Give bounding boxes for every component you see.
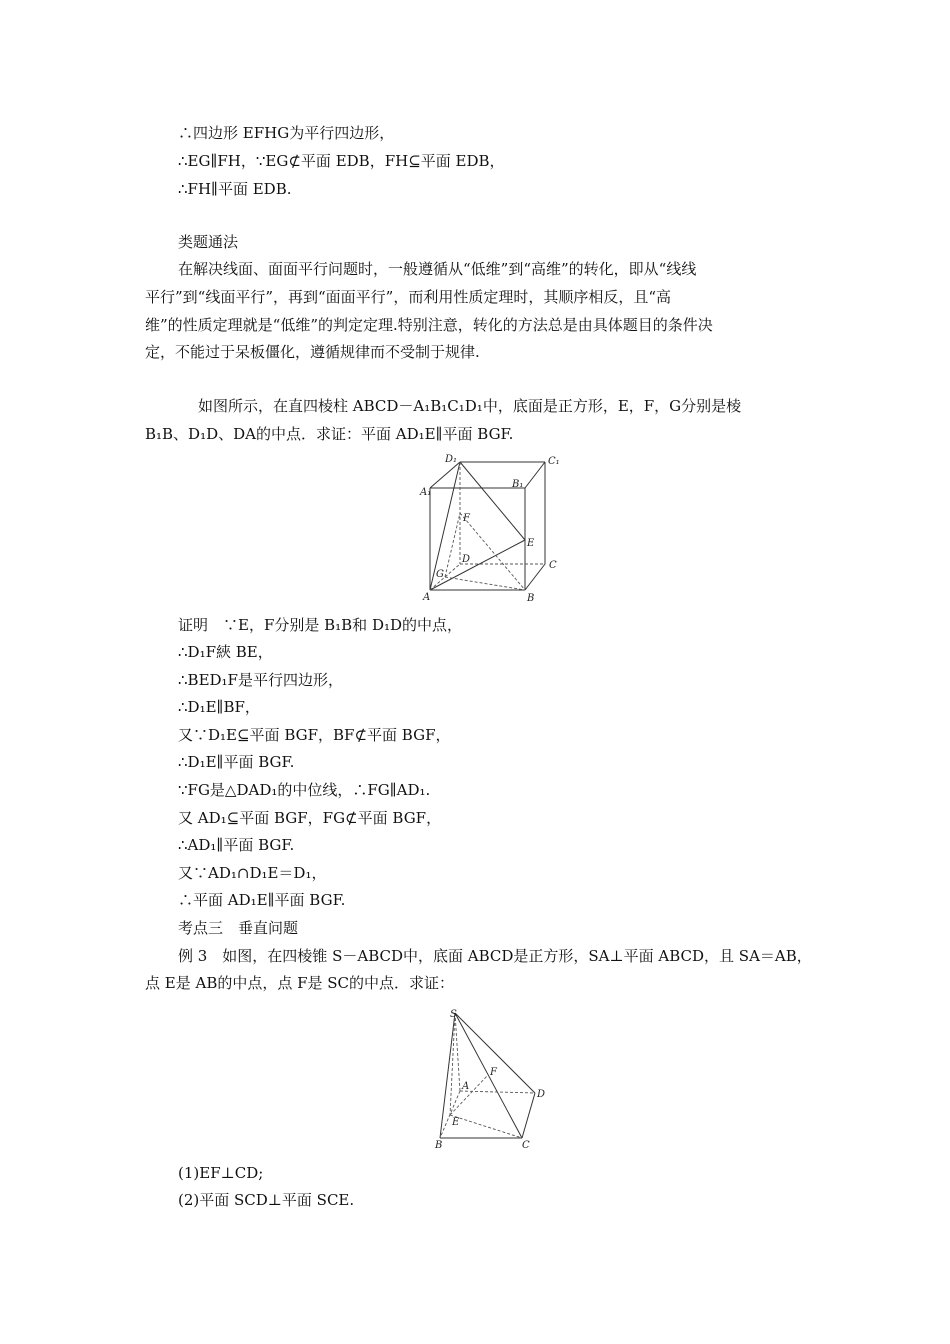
label-e: E [452,1117,460,1128]
label-g: G [436,569,444,580]
label-d1: D₁ [445,454,458,465]
label-c: C [522,1140,530,1151]
edge [525,564,545,590]
label-b1: B₁ [512,479,524,490]
section-heading: 类题通法 [178,233,239,251]
label-a: A [423,592,431,603]
text-line: ∴EG∥FH，∵EG⊄平面 EDB，FH⊆平面 EDB， [178,152,505,170]
label-d: D [462,554,471,565]
edge-s-a [455,1013,460,1091]
label-a1: A₁ [420,487,432,498]
pyramid-figure [430,1005,555,1155]
label-f: F [463,513,470,524]
paragraph-line: 定，不能过于呆板僵化，遵循规律而不受制于规律. [145,343,480,361]
segment-f-b [460,513,525,590]
proof-line: ∴D₁E∥平面 BGF. [178,753,295,771]
label-c1: C₁ [548,456,560,467]
paragraph-line: 在解决线面、面面平行问题时，一般遵循从“低维”到“高维”的转化，即从“线线 [178,260,697,278]
example-line: 例 3 如图，在四棱锥 S－ABCD中，底面 ABCD是正方形，SA⊥平面 ABCD，且 SA＝AB， [178,947,812,965]
proof-line: ∵FG是△DAD₁的中位线，∴FG∥AD₁. [178,781,431,799]
label-a: A [462,1081,470,1092]
text-line: ∴四边形 EFHG为平行四边形， [178,124,395,142]
label-e: E [527,538,535,549]
proof-line: ∴D₁F綊 BE， [178,643,273,661]
question-line: (2)平面 SCD⊥平面 SCE. [178,1191,355,1209]
label-d: D [537,1089,546,1100]
paragraph-line: 平行”到“线面平行”，再到“面面平行”，而利用性质定理时，其顺序相反，且“高 [145,288,672,306]
label-b: B [435,1140,443,1151]
prism-figure [415,450,575,605]
edge-a-d1 [430,462,460,590]
proof-line: 又 AD₁⊆平面 BGF，FG⊄平面 BGF， [178,809,442,827]
proof-line: ∴D₁E∥BF， [178,698,260,716]
edge-c-d [522,1093,535,1138]
proof-line: 又∵AD₁∩D₁E＝D₁， [178,864,327,882]
section-heading: 考点三 垂直问题 [178,919,299,937]
edge [525,462,545,488]
edge [430,462,460,488]
exercise-line: 如图所示，在直四棱柱 ABCD－A₁B₁C₁D₁中，底面是正方形，E，F，G分别是棱 [198,397,742,415]
proof-line: ∴BED₁F是平行四边形， [178,671,343,689]
proof-line: ∴AD₁∥平面 BGF. [178,836,295,854]
edge-s-c [455,1013,522,1138]
proof-line: 证明 ∵E，F分别是 B₁B和 D₁D的中点， [178,616,463,634]
proof-line: 又∵D₁E⊆平面 BGF，BF⊄平面 BGF， [178,726,451,744]
example-line: 点 E是 AB的中点，点 F是 SC的中点．求证： [145,974,455,992]
segment-g-b [445,577,525,590]
label-f: F [490,1067,497,1078]
question-line: (1)EF⊥CD; [178,1164,264,1182]
exercise-line: B₁B、D₁D、DA的中点．求证：平面 AD₁E∥平面 BGF. [145,425,514,443]
label-c: C [549,560,557,571]
segment-g-f [445,513,460,577]
label-s: S [450,1009,457,1020]
text-line: ∴FH∥平面 EDB. [178,180,292,198]
proof-line: ∴平面 AD₁E∥平面 BGF. [178,891,346,909]
paragraph-line: 维”的性质定理就是“低维”的判定定理.特别注意，转化的方法总是由具体题目的条件决 [145,316,713,334]
edge-d1-e [460,462,525,540]
label-b: B [527,593,535,604]
segment-s-e [450,1013,455,1115]
